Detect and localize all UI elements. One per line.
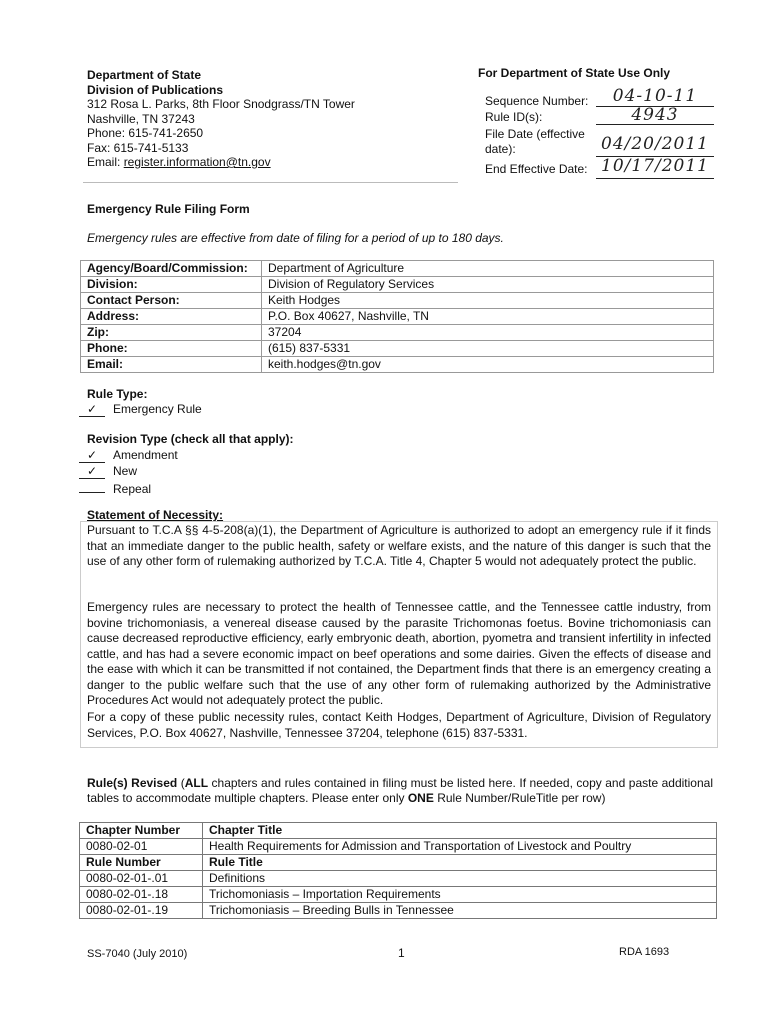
agency-field-value[interactable]: (615) 837-5331	[262, 341, 714, 357]
rules-cell-title: Chapter Title	[203, 823, 717, 839]
rules-cell-number[interactable]: 0080-02-01-.01	[80, 871, 203, 887]
agency-field-value[interactable]: Division of Regulatory Services	[262, 277, 714, 293]
file-date-value: 04/20/2011	[596, 134, 714, 157]
rules-header-row	[80, 823, 717, 839]
publisher-email-link[interactable]: register.information@tn.gov	[123, 155, 271, 169]
necessity-paragraph-2: Emergency rules are necessary to protect the health of Tennessee cattle, and the Tennessee cattle industry, from bovine trichomoniasis, a venereal disease caused by the parasite Trichomonas foetus. Bovine trichomoniasis can cause decreased reproductive efficiency, early embryonic death, abortion, pyometra and transient infertility in infected cattle, and has had a severe economic impact on beef operations and some dairies. Given the effects of disease and the ease with which it can be transmitted if not contained, the Department finds that there is an emergency creating a danger to the public welfare such that the use of any other form of rulemaking authorized by the Administrative Procedures Act would not adequately protect the public.	[87, 600, 711, 707]
publisher-fax: Fax: 615-741-5133	[87, 140, 189, 155]
necessity-paragraph-3: For a copy of these public necessity rules, contact Keith Hodges, Department of Agriculture, Division of Regulatory Services, P.O. Box 40627, Nashville, Tennessee 37204, telephone (615) 837-5331.	[87, 710, 711, 740]
rules-cell-number: Chapter Number	[80, 823, 203, 839]
agency-field-label: Division:	[81, 277, 262, 293]
agency-field-label: Agency/Board/Commission:	[81, 261, 262, 277]
rules-cell-number[interactable]: 0080-02-01-.19	[80, 903, 203, 919]
end-date-label: End Effective Date:	[485, 162, 588, 176]
file-date-label: File Date (effective	[485, 127, 585, 141]
form-subtitle: Emergency rules are effective from date of filing for a period of up to 180 days.	[87, 231, 504, 245]
agency-row	[81, 277, 714, 293]
agency-field-label: Email:	[81, 357, 262, 373]
rules-cell-title: Rule Title	[203, 855, 717, 871]
rule-type-heading: Rule Type:	[87, 387, 148, 401]
rule-type-options	[79, 402, 202, 417]
rule-type-emergency[interactable]: ✓ Emergency Rule	[79, 402, 202, 417]
rules-header-row	[80, 855, 717, 871]
division-name: Division of Publications	[87, 82, 224, 97]
header-divider	[83, 182, 458, 183]
rules-cell-number[interactable]: 0080-02-01-.18	[80, 887, 203, 903]
end-date-value: 10/17/2011	[596, 156, 714, 179]
rules-cell-title[interactable]: Trichomoniasis – Importation Requirements	[203, 887, 717, 903]
rule-ids-label: Rule ID(s):	[485, 110, 543, 124]
sequence-number-label: Sequence Number:	[485, 94, 589, 108]
agency-row	[81, 325, 714, 341]
agency-row	[81, 357, 714, 373]
agency-row	[81, 341, 714, 357]
rules-cell-number: Rule Number	[80, 855, 203, 871]
revision-type-new[interactable]: ✓ New	[79, 463, 178, 479]
publisher-city: Nashville, TN 37243	[87, 111, 195, 126]
rules-cell-title[interactable]: Health Requirements for Admission and Transportation of Livestock and Poultry	[203, 839, 717, 855]
form-title: Emergency Rule Filing Form	[87, 202, 250, 216]
agency-field-value[interactable]: Department of Agriculture	[262, 261, 714, 277]
checkbox-mark[interactable]	[79, 479, 105, 493]
agency-field-label: Address:	[81, 309, 262, 325]
agency-field-value[interactable]: Keith Hodges	[262, 293, 714, 309]
agency-field-value[interactable]: keith.hodges@tn.gov	[262, 357, 714, 373]
rules-cell-title[interactable]: Trichomoniasis – Breeding Bulls in Tennessee	[203, 903, 717, 919]
official-use-title: For Department of State Use Only	[478, 66, 671, 80]
footer-rda: RDA 1693	[619, 946, 670, 958]
agency-field-label: Phone:	[81, 341, 262, 357]
agency-row	[81, 293, 714, 309]
publisher-email-line: Email: register.information@tn.gov	[87, 155, 271, 169]
rules-row	[80, 903, 717, 919]
footer-form-id: SS-7040 (July 2010)	[87, 948, 188, 960]
rules-cell-title[interactable]: Definitions	[203, 871, 717, 887]
publisher-address: 312 Rosa L. Parks, 8th Floor Snodgrass/TN Tower	[87, 97, 355, 111]
rules-row	[80, 887, 717, 903]
dept-name: Department of State	[87, 68, 202, 82]
checkbox-mark[interactable]: ✓	[79, 449, 105, 463]
revision-type-options	[79, 447, 178, 497]
rules-row	[80, 839, 717, 855]
rules-cell-number[interactable]: 0080-02-01	[80, 839, 203, 855]
file-date-label-2: date):	[485, 142, 516, 156]
footer-page-number: 1	[398, 946, 405, 960]
rules-table	[79, 822, 717, 919]
rules-revised-heading: Rule(s) Revised (ALL chapters and rules contained in filing must be listed here. If needed, copy and paste additional tables to accommodate multiple chapters. Please enter only ONE Rule Number/RuleTitle per row)	[87, 776, 713, 805]
checkbox-mark[interactable]: ✓	[79, 465, 105, 479]
necessity-box	[80, 521, 718, 748]
rules-row	[80, 871, 717, 887]
agency-field-value[interactable]: 37204	[262, 325, 714, 341]
sequence-number-value: 04-10-11	[596, 86, 714, 107]
rule-ids-value: 4943	[596, 105, 714, 125]
revision-type-heading: Revision Type (check all that apply):	[87, 432, 294, 446]
agency-table	[80, 260, 714, 373]
agency-field-value[interactable]: P.O. Box 40627, Nashville, TN	[262, 309, 714, 325]
agency-row	[81, 309, 714, 325]
agency-field-label: Zip:	[81, 325, 262, 341]
agency-field-label: Contact Person:	[81, 293, 262, 309]
official-use-block	[478, 64, 718, 182]
necessity-heading: Statement of Necessity:	[87, 508, 224, 522]
publisher-block	[87, 68, 447, 170]
checkbox-mark[interactable]: ✓	[79, 403, 105, 417]
necessity-paragraph-1: Pursuant to T.C.A §§ 4-5-208(a)(1), the Department of Agriculture is authorized to adopt an emergency rule if it finds that an immediate danger to the public health, safety or welfare exists, and the nature of this danger is such that the use of any other form of rulemaking authorized by T.C.A. Title 4, Chapter 5 would not adequately protect the public.	[87, 523, 711, 568]
revision-type-repeal[interactable]: Repeal	[79, 479, 178, 497]
revision-type-amendment[interactable]: ✓ Amendment	[79, 447, 178, 463]
agency-row	[81, 261, 714, 277]
publisher-phone: Phone: 615-741-2650	[87, 126, 204, 140]
